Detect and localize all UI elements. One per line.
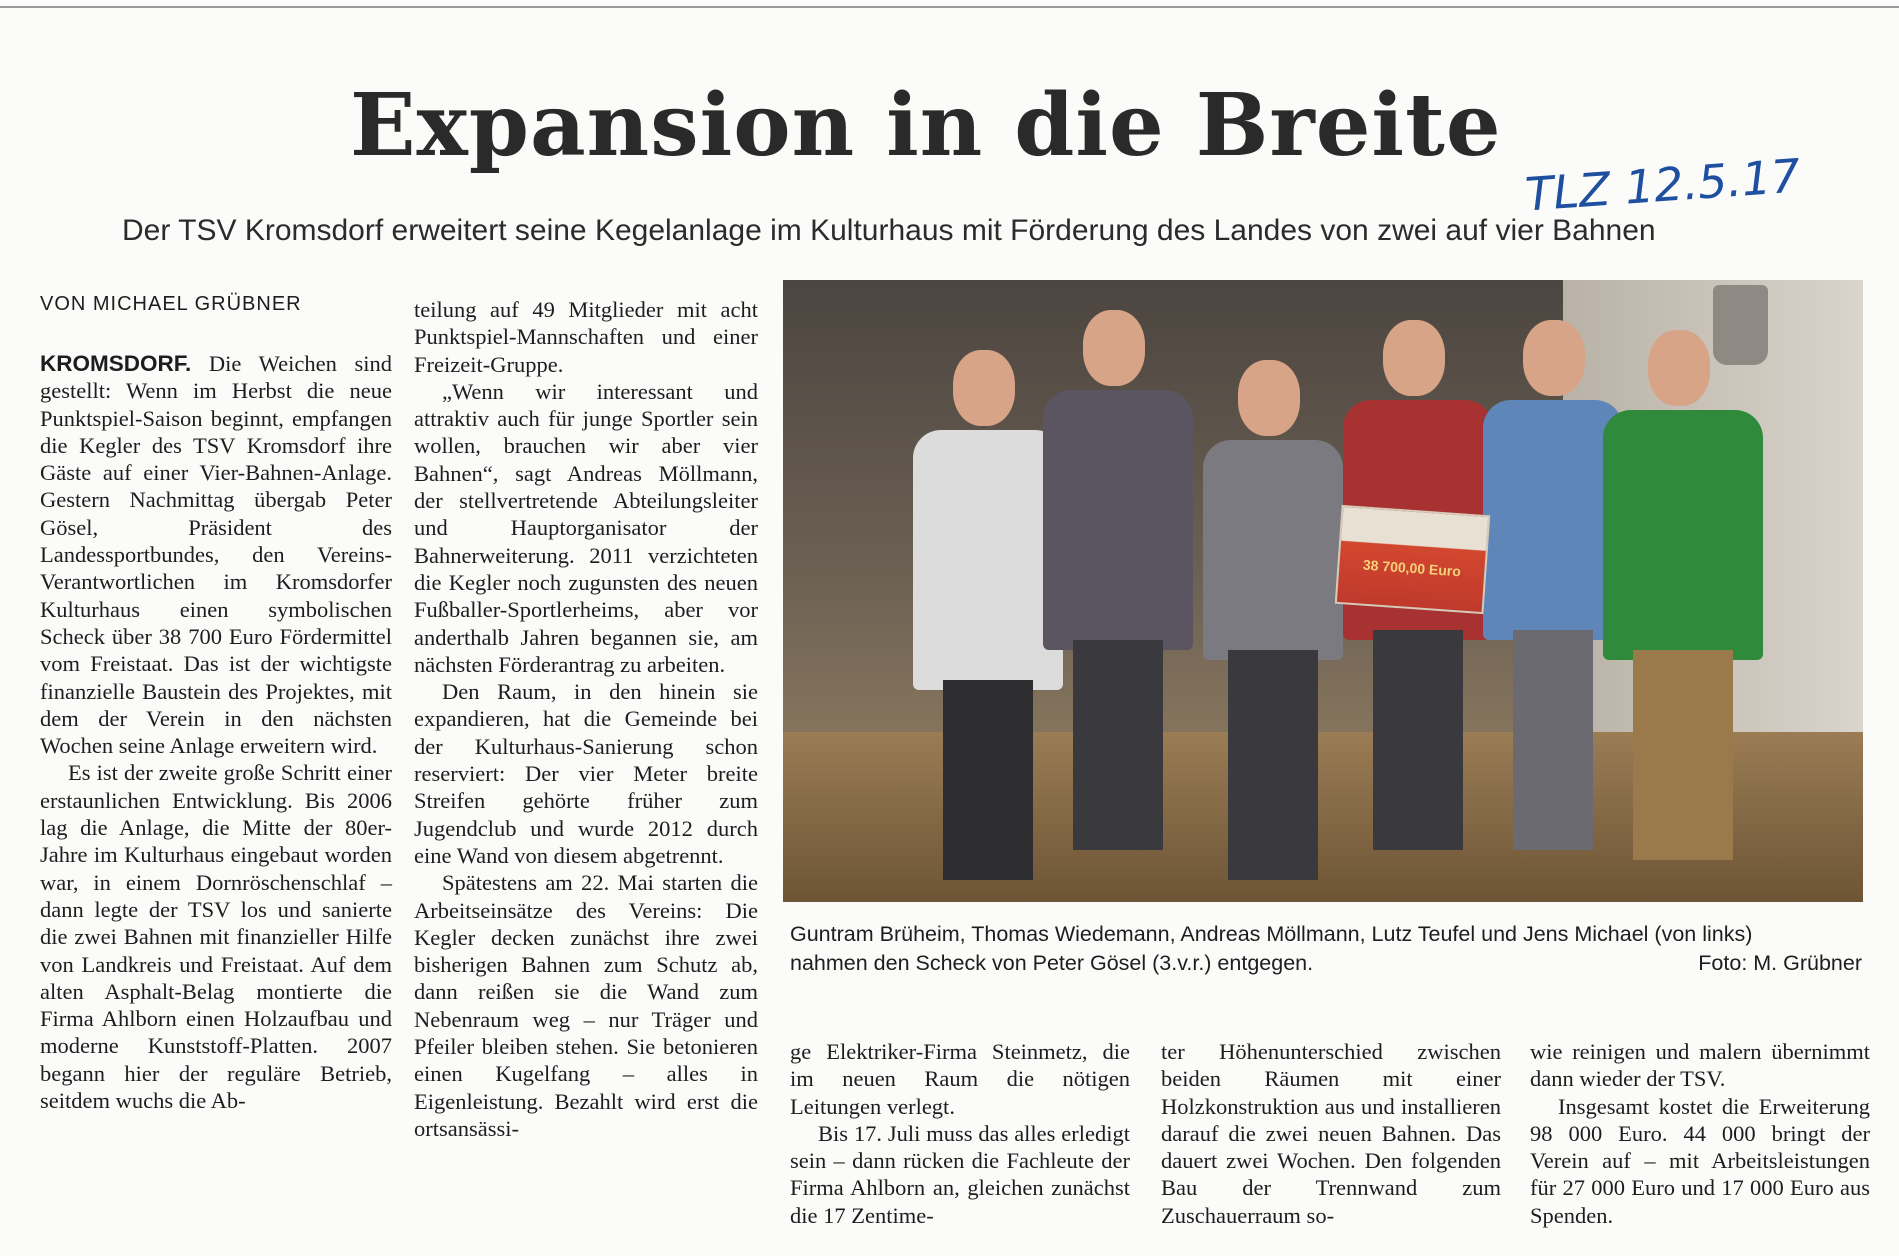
article-photo [783,280,1863,902]
wall-lamp [1713,285,1768,365]
paragraph: wie reinigen und malern übernimmt dann wieder der TSV. [1530,1039,1870,1092]
caption-line-2: nahmen den Scheck von Peter Gösel (3.v.r.) entgegen. [790,951,1314,975]
paragraph: teilung auf 49 Mitglieder mit acht Punktspiel-Mannschaften und einer Freizeit-Gruppe. [414,297,758,377]
paragraph: ge Elektriker-Firma Steinmetz, die im neuen Raum die nötigen Leitungen verlegt. [790,1039,1130,1119]
caption-line-1: Guntram Brüheim, Thomas Wiedemann, Andreas Möllmann, Lutz Teufel und Jens Michael (von links) [790,922,1753,946]
subheadline: Der TSV Kromsdorf erweitert seine Kegelanlage im Kulturhaus mit Förderung des Landes von zwei auf vier Bahnen [122,214,1656,247]
headline: Expansion in die Breite [350,75,1502,176]
column-1 [40,350,392,1114]
dateline: KROMSDORF. [40,351,192,376]
symbolic-check: 38 700,00 Euro [1335,505,1491,614]
paragraph: Den Raum, in den hinein sie expandieren, hat die Gemeinde bei der Kulturhaus-Sanierung schon reserviert: Der vier Meter breite Streifen gehörte früher zum Jugendclub und wurde 2012 durch eine Wand von diesem abgetrennt. [414,679,758,868]
paragraph-text: Die Weichen sind gestellt: Wenn im Herbst die neue Punktspiel-Saison beginnt, empfangen die Kegler des TSV Kromsdorf ihre Gäste auf einer Vier-Bahnen-Anlage. Gestern Nachmittag übergab Peter Gösel, Präsident des Landessportbundes, den Vereins-Verantwortlichen im Kromsdorfer Kulturhaus einen symbolischen Scheck über 38 700 Euro Fördermittel vom Freistaat. Das ist der wichtigste finanzielle Baustein des Projektes, mit dem der Verein in den nächsten Wochen seine Anlage erweitern wird. [40,351,392,759]
paragraph: ter Höhenunterschied zwischen beiden Räumen mit einer Holzkonstruktion aus und installieren darauf die zwei neuen Bahnen. Das dauert zwei Wochen. Den folgenden Bau der Trennwand zum Zuschauerraum so- [1161,1039,1501,1228]
column-4 [1161,1038,1501,1229]
column-3 [790,1038,1130,1229]
paragraph: „Wenn wir interessant und attraktiv auch für junge Sportler sein wollen, brauchen wir aber vier Bahnen“, sagt Andreas Möllmann, der stellvertretende Abteilungsleiter und Hauptorganisator der Bahnerweiterung. 2011 verzichteten die Kegler noch zugunsten des neuen Fußballer-Sportlerheims, aber vor anderthalb Jahren begannen sie, am nächsten Förderantrag zu arbeiten. [414,378,758,677]
paragraph [40,350,392,759]
column-5 [1530,1038,1870,1229]
paragraph: Insgesamt kostet die Erweiterung 98 000 Euro. 44 000 bringt der Verein auf – mit Arbeitsleistungen für 27 000 Euro und 17 000 Euro aus Spenden. [1530,1093,1870,1228]
paragraph: Spätestens am 22. Mai starten die Arbeitseinsätze des Vereins: Die Kegler decken zunächst ihre zwei bisherigen Bahnen zum Schutz ab, dann reißen sie die Wand zum Nebenraum weg – nur Träger und Pfeiler bleiben stehen. Sie betonieren einen Kugelfang – alles in Eigenleistung. Bezahlt wird erst die ortsansässi- [414,870,758,1141]
page-rule [0,6,1899,8]
photo-caption [790,920,1862,978]
column-2 [414,296,758,1142]
paragraph: Es ist der zweite große Schritt einer erstaunlichen Entwicklung. Bis 2006 lag die Anlage, die Mitte der 80er-Jahre im Kulturhaus eingebaut worden war, in einem Dornröschenschlaf – dann legte der TSV los und sanierte die zwei Bahnen mit finanzieller Hilfe von Landkreis und Freistaat. Auf dem alten Asphalt-Belag montierte die Firma Ahlborn einen Holzaufbau und moderne Kunststoff-Platten. 2007 begann hier der reguläre Betrieb, seitdem wuchs die Ab- [40,760,392,1114]
paragraph: Bis 17. Juli muss das alles erledigt sein – dann rücken die Fachleute der Firma Ahlborn an, gleichen zunächst die 17 Zentime- [790,1120,1130,1228]
handwritten-date-note: TLZ 12.5.17 [1523,148,1803,222]
byline: VON MICHAEL GRÜBNER [40,293,302,315]
photo-credit: Foto: M. Grübner [1698,951,1862,975]
